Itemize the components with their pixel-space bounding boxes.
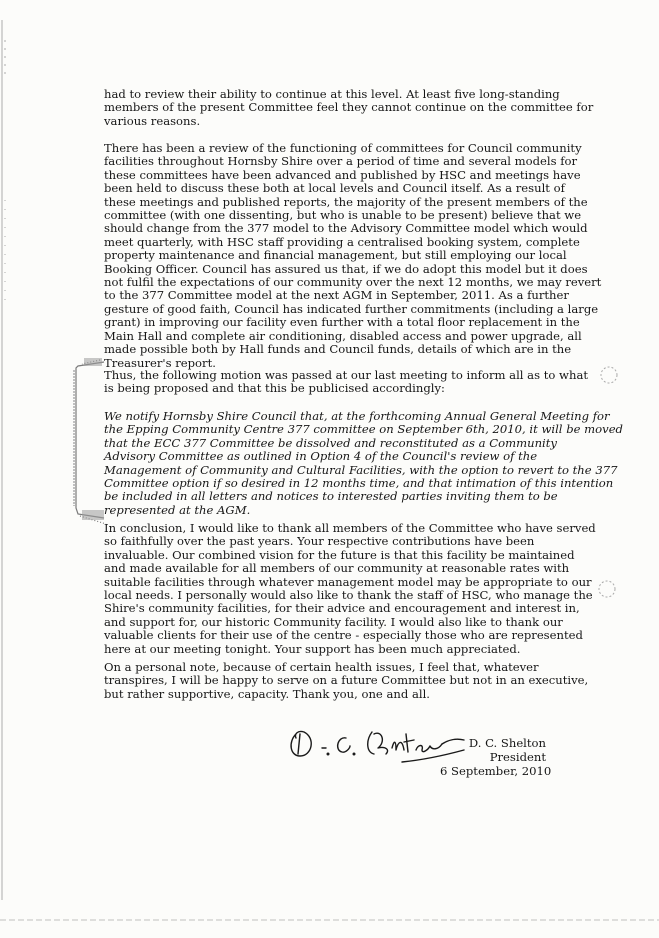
text-line: committee (with one dissenting, but who is unable to be present) believe that we [104, 208, 582, 223]
text-line: represented at the AGM. [104, 502, 251, 517]
text-line: Main Hall and complete air conditioning, disabled access and power upgrade, all [104, 328, 582, 343]
text-line: grant) in improving our facility even further with a total floor replacement in the [104, 315, 580, 330]
text-line: but rather supportive, capacity. Thank you, one and all. [104, 686, 430, 701]
text-line: Shire's community facilities, for their advice and encouragement and interest in, [104, 601, 580, 616]
text-line: There has been a review of the functioning of committees for Council community [104, 141, 582, 155]
text-line: Advisory Committee as outlined in Option 4 of the Council's review of the [104, 449, 538, 464]
text-line: be included in all letters and notices to interested parties inviting them to be [104, 489, 558, 504]
text-line: to the 377 Committee model at the next AGM in September, 2011. As a further [104, 288, 569, 303]
punch-hole-mark [598, 364, 620, 386]
text-line: and support for, our historic Community facility. I would also like to thank our [104, 614, 563, 629]
text-line: various reasons. [104, 113, 201, 128]
text-line: We notify Hornsby Shire Council that, at the forthcoming Annual General Meeting for [104, 409, 610, 423]
signer-title: President [489, 750, 546, 764]
text-line: that the ECC 377 Committee be dissolved and reconstituted as a Community [104, 435, 557, 450]
text-line: gesture of good faith, Council has indicated further commitments (including a large [104, 301, 599, 316]
signoff-block [440, 736, 552, 778]
text-line: and made available for all members of our community at reasonable rates with [104, 561, 570, 576]
signoff-date: 6 September, 2010 [440, 764, 552, 778]
text-line: meet quarterly, with HSC staff providing a centralised booking system, complete [104, 234, 580, 249]
text-line: not fulfil the expectations of our community over the next 12 months, we may revert [104, 275, 602, 290]
text-line: property maintenance and financial management, but still employing our local [104, 248, 567, 263]
paragraph-personal-note [104, 660, 589, 701]
text-line: is being proposed and that this be publicised accordingly: [104, 381, 445, 396]
margin-bracket-mark [64, 358, 108, 530]
paragraph-committee-members [104, 87, 594, 128]
text-line: local needs. I personally would also like to thank the staff of HSC, who manage the [104, 588, 593, 603]
text-line: Booking Officer. Council has assured us that, if we do adopt this model but it does [104, 261, 588, 276]
paragraph-conclusion [104, 521, 596, 656]
text-line: these committees have been advanced and published by HSC and meetings have [104, 167, 581, 182]
paragraph-motion-intro [104, 368, 589, 396]
text-line: Management of Community and Cultural Facilities, with the option to revert to the 377 [104, 462, 618, 477]
text-line: Thus, the following motion was passed at our last meeting to inform all as to what [104, 368, 589, 382]
text-line: here at our meeting tonight. Your support has been much appreciated. [104, 641, 521, 656]
text-line: transpires, I will be happy to serve on a future Committee but not in an executive, [104, 673, 589, 688]
paragraph-committee-review [104, 141, 602, 370]
scan-edge-bottom [0, 916, 659, 924]
paragraph-motion-text [104, 409, 623, 517]
text-line: valuable clients for their use of the centre - especially those who are represented [104, 628, 583, 643]
text-line: been held to discuss these both at local levels and Council itself. As a result of [104, 181, 565, 196]
text-line: Treasurer's report. [104, 355, 216, 370]
text-line: the Epping Community Centre 377 committee on September 6th, 2010, it will be moved [104, 422, 623, 437]
text-line: so faithfully over the past years. Your respective contributions have been [104, 534, 535, 549]
text-line: these meetings and published reports, the majority of the present members of the [104, 194, 588, 209]
text-line: made possible both by Hall funds and Council funds, details of which are in the [104, 342, 572, 357]
text-line: Committee option if so desired in 12 months time, and that intimation of this intention [104, 476, 614, 491]
text-line: facilities throughout Hornsby Shire over a period of time and several models for [104, 154, 578, 169]
text-line: invaluable. Our combined vision for the future is that this facility be maintained [104, 547, 575, 562]
signer-name: D. C. Shelton [468, 736, 546, 750]
punch-hole-mark [596, 578, 618, 600]
text-line: suitable facilities through whatever management model may be appropriate to our [104, 574, 592, 589]
text-line: should change from the 377 model to the Advisory Committee model which would [104, 221, 588, 236]
text-line: members of the present Committee feel they cannot continue on the committee for [104, 100, 594, 115]
text-line: had to review their ability to continue at this level. At least five long-standing [104, 87, 560, 101]
text-line: In conclusion, I would like to thank all members of the Committee who have served [104, 521, 596, 535]
scan-edge-left [0, 0, 8, 938]
text-line: On a personal note, because of certain health issues, I feel that, whatever [104, 660, 539, 674]
